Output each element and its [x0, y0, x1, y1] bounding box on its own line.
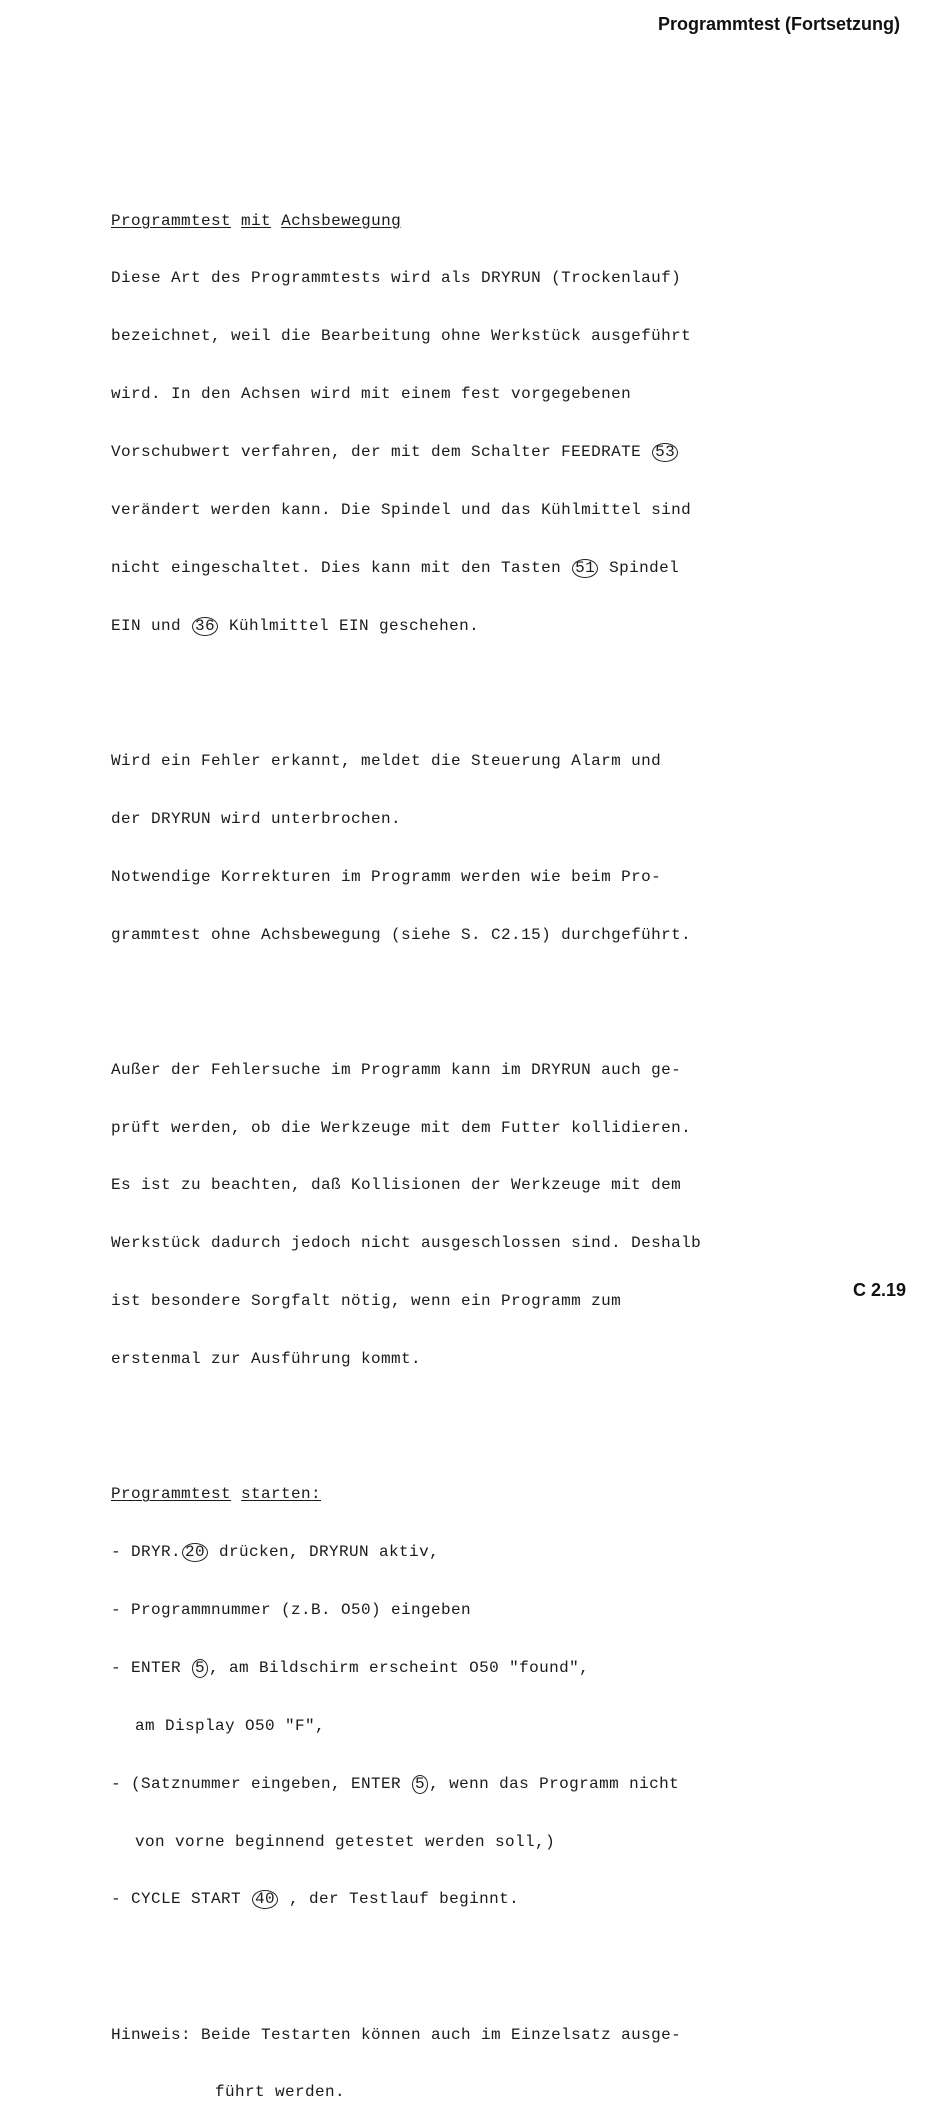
text-segment: drücken, DRYRUN aktiv,	[209, 1543, 440, 1562]
text-line: grammtest ohne Achsbewegung (siehe S. C2.15) durchgeführt.	[111, 925, 692, 944]
heading-word: starten:	[241, 1485, 322, 1504]
text-segment: nicht eingeschaltet. Dies kann mit den Tasten	[111, 558, 572, 577]
text-segment: - DRYR.	[111, 1543, 182, 1562]
key-number-circle: 51	[572, 559, 598, 578]
page-number: C 2.19	[852, 1280, 906, 1300]
text-line: der DRYRUN wird unterbrochen.	[111, 809, 402, 828]
text-line	[111, 559, 811, 578]
heading-word: Programmtest	[111, 1485, 232, 1504]
step-item	[111, 1775, 811, 1794]
text-line: Es ist zu beachten, daß Kollisionen der Werkzeuge mit dem	[111, 1176, 682, 1195]
text-line: verändert werden kann. Die Spindel und das Kühlmittel sind	[111, 501, 692, 520]
section-heading-starten	[111, 1485, 811, 1504]
step-item	[111, 1659, 811, 1678]
step-item-continuation: am Display O50 "F",	[135, 1716, 326, 1735]
text-segment: EIN und	[111, 616, 192, 635]
step-item	[111, 1890, 811, 1909]
section-heading-achsbewegung	[111, 212, 811, 231]
text-line: Notwendige Korrekturen im Programm werden wie beim Pro-	[111, 867, 662, 886]
text-segment: - ENTER	[111, 1658, 192, 1677]
text-line	[111, 443, 811, 462]
text-segment: , wenn das Programm nicht	[429, 1774, 680, 1793]
text-segment: Kühlmittel EIN geschehen.	[219, 616, 480, 635]
heading-word: Programmtest	[111, 211, 232, 230]
note-continuation: führt werden.	[215, 2083, 346, 2102]
text-segment: - (Satznummer eingeben, ENTER	[111, 1774, 412, 1793]
text-segment: Vorschubwert verfahren, der mit dem Schalter FEEDRATE	[111, 443, 652, 462]
text-line: wird. In den Achsen wird mit einem fest vorgegebenen	[111, 385, 632, 404]
text-segment: , am Bildschirm erscheint O50 "found",	[209, 1658, 590, 1677]
text-line: ist besondere Sorgfalt nötig, wenn ein Programm zum	[111, 1292, 622, 1311]
key-number-circle: 40	[252, 1890, 278, 1909]
page-header-title: Programmtest (Fortsetzung)	[657, 14, 900, 34]
text-line: bezeichnet, weil die Bearbeitung ohne Werkstück ausgeführt	[111, 327, 692, 346]
note-line: Hinweis: Beide Testarten können auch im Einzelsatz ausge-	[111, 2025, 682, 2044]
text-segment: , der Testlauf beginnt.	[279, 1890, 520, 1909]
key-number-circle: 5	[412, 1775, 428, 1794]
key-number-circle: 53	[652, 443, 678, 462]
heading-word: Achsbewegung	[281, 211, 402, 230]
key-number-circle: 5	[192, 1659, 208, 1678]
text-segment: - CYCLE START	[111, 1890, 252, 1909]
step-item	[111, 1543, 811, 1562]
text-line: Werkstück dadurch jedoch nicht ausgeschlossen sind. Deshalb	[111, 1234, 702, 1253]
heading-word: mit	[241, 211, 272, 230]
key-number-circle: 20	[182, 1543, 208, 1562]
text-line	[111, 617, 811, 636]
text-line: Wird ein Fehler erkannt, meldet die Steuerung Alarm und	[111, 751, 662, 770]
text-segment: Spindel	[599, 558, 680, 577]
step-item-continuation: von vorne beginnend getestet werden soll,)	[135, 1832, 556, 1851]
text-line: prüft werden, ob die Werkzeuge mit dem Futter kollidieren.	[111, 1118, 692, 1137]
text-line: Diese Art des Programmtests wird als DRYRUN (Trockenlauf)	[111, 269, 682, 288]
text-line: erstenmal zur Ausführung kommt.	[111, 1350, 422, 1369]
text-line: Außer der Fehlersuche im Programm kann im DRYRUN auch ge-	[111, 1060, 682, 1079]
document-body	[111, 173, 811, 2122]
step-item: - Programmnummer (z.B. O50) eingeben	[111, 1600, 472, 1619]
key-number-circle: 36	[192, 617, 218, 636]
